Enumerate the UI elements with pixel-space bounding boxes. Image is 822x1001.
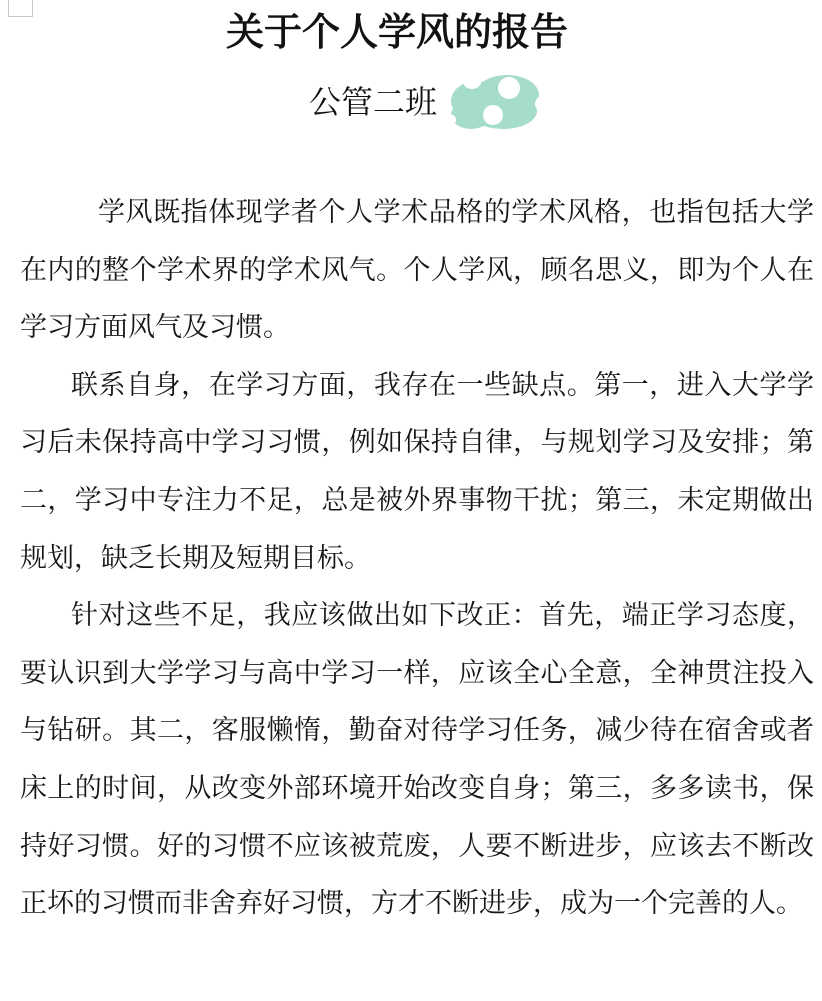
subtitle-row xyxy=(15,76,822,134)
cheese-blob-icon xyxy=(447,73,543,131)
document-body xyxy=(0,184,822,933)
body-paragraph: 联系自身，在学习方面，我存在一些缺点。第一，进入大学学习后未保持高中学习习惯，例如保持自律，与规划学习及安排；第二，学习中专注力不足，总是被外界事物干扰；第三，未定期做出规划，缺乏长期及短期目标。 xyxy=(20,369,814,573)
subtitle-class-name: 公管二班 xyxy=(308,84,437,120)
page-title: 关于个人学风的报告 xyxy=(225,12,568,54)
body-paragraph: 针对这些不足，我应该做出如下改正：首先，端正学习态度，要认识到大学学习与高中学习一样，应该全心全意，全神贯注投入与钻研。其二，客服懒惰，勤奋对待学习任务，减少待在宿舍或者床上的时间，从改变外部环境开始改变自身；第三，多多读书，保持好习惯。好的习惯不应该被荒废，人要不断进步，应该去不断改正坏的习惯而非舍弃好习惯，方才不断进步，成为一个完善的人。 xyxy=(20,600,814,919)
body-paragraph: 学风既指体现学者个人学术品格的学术风格，也指包括大学在内的整个学术界的学术风气。个人学风，顾名思义，即为个人在学习方面风气及习惯。 xyxy=(20,197,814,343)
